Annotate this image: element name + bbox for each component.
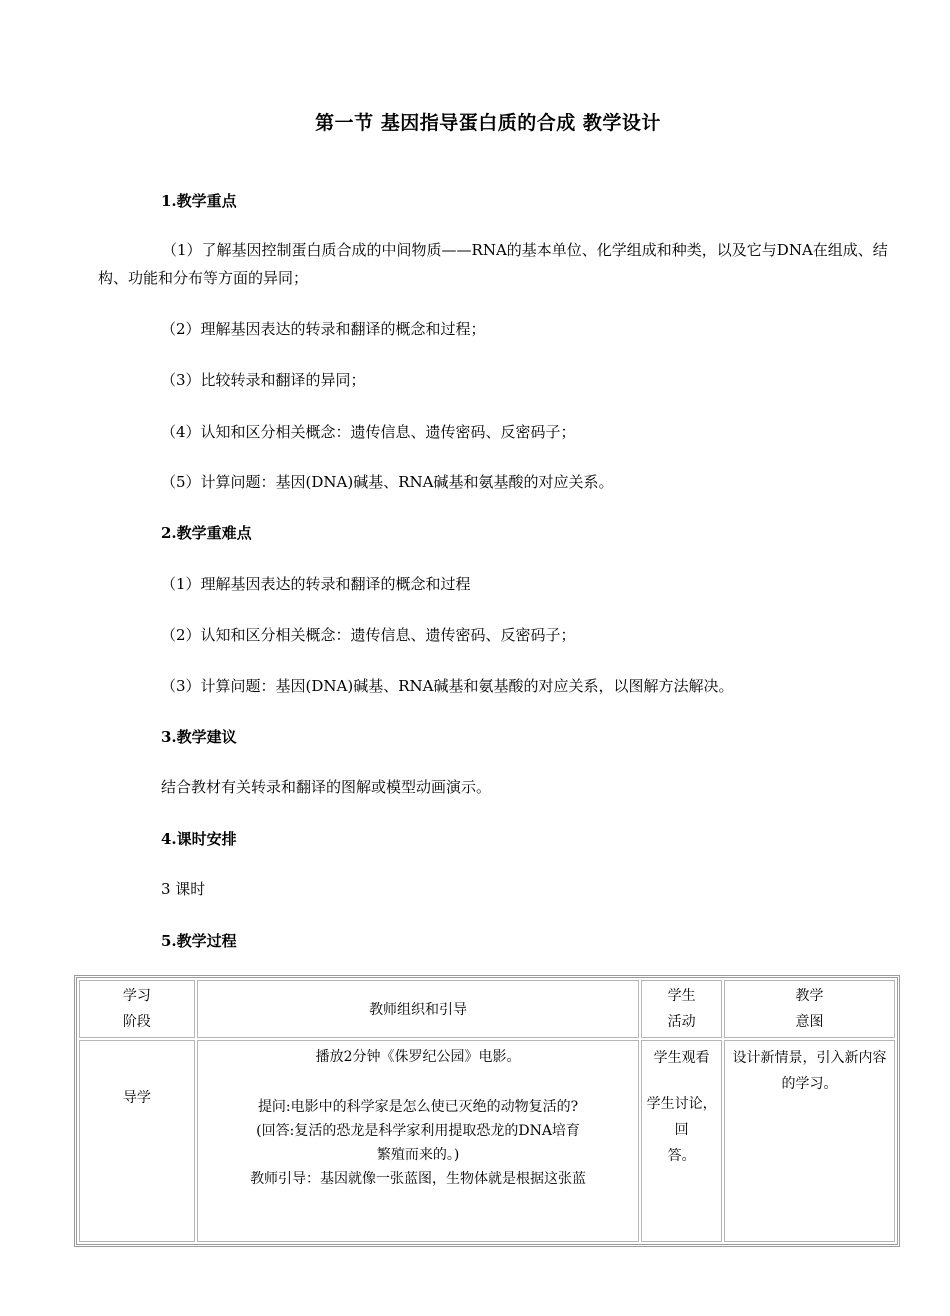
student-line-2: 学生讨论，回 xyxy=(646,1096,717,1138)
table-row xyxy=(79,1040,895,1242)
section-heading-process: 5.教学过程 xyxy=(161,932,237,950)
cell-stage xyxy=(79,1040,195,1242)
teacher-line-3: (回答:复活的恐龙是科学家利用提取恐龙的DNA培育 xyxy=(256,1123,580,1139)
section-heading-suggestions: 3.教学建议 xyxy=(161,728,237,746)
cell-student xyxy=(641,1040,721,1242)
teacher-line-5: 教师引导：基因就像一张蓝图，生物体就是根据这张蓝 xyxy=(250,1171,587,1187)
table-header-row xyxy=(79,980,895,1038)
page-title: 第一节 基因指导蛋白质的合成 教学设计 xyxy=(315,112,661,134)
teacher-line-1: 播放2分钟《侏罗纪公园》电影。 xyxy=(315,1049,521,1065)
student-line-3: 答。 xyxy=(667,1148,696,1164)
key-point-4: （4）认知和区分相关概念：遗传信息、遗传密码、反密码子； xyxy=(161,423,576,441)
header-intent-line-1: 教学 xyxy=(795,988,824,1004)
header-stage-line-2: 阶段 xyxy=(122,1014,151,1030)
header-student-line-2: 活动 xyxy=(667,1014,696,1030)
header-intent-line-2: 意图 xyxy=(795,1014,824,1030)
difficulty-3: （3）计算问题：基因(DNA)碱基、RNA碱基和氨基酸的对应关系，以图解方法解决。 xyxy=(161,677,734,695)
header-stage xyxy=(79,980,195,1038)
difficulty-1: （1）理解基因表达的转录和翻译的概念和过程 xyxy=(161,575,471,593)
student-line-1: 学生观看 xyxy=(653,1050,710,1066)
suggestion-text: 结合教材有关转录和翻译的图解或模型动画演示。 xyxy=(161,778,492,796)
intent-line-1: 设计新情景，引入新内容 xyxy=(732,1050,887,1066)
schedule-text: 3 课时 xyxy=(161,880,206,898)
header-teacher-label: 教师组织和引导 xyxy=(369,1002,468,1018)
cell-teacher xyxy=(197,1040,640,1242)
header-stage-line-1: 学习 xyxy=(122,988,151,1004)
section-heading-schedule: 4.课时安排 xyxy=(161,830,237,848)
section-heading-difficulties: 2.教学重难点 xyxy=(161,524,252,542)
key-point-2: （2）理解基因表达的转录和翻译的概念和过程； xyxy=(161,320,486,338)
cell-intent xyxy=(724,1040,895,1242)
teacher-line-2: 提问:电影中的科学家是怎么使已灭绝的动物复活的? xyxy=(257,1099,579,1115)
key-point-5: （5）计算问题：基因(DNA)碱基、RNA碱基和氨基酸的对应关系。 xyxy=(161,473,614,491)
section-heading-key-points: 1.教学重点 xyxy=(161,192,237,210)
teacher-line-4: 繁殖而来的。) xyxy=(376,1147,460,1163)
intent-line-2: 的学习。 xyxy=(781,1076,838,1092)
key-point-3: （3）比较转录和翻译的异同； xyxy=(161,371,366,389)
header-teacher xyxy=(197,980,640,1038)
header-student xyxy=(641,980,721,1038)
header-student-line-1: 学生 xyxy=(667,988,696,1004)
teaching-process-table xyxy=(74,975,900,1247)
stage-text: 导学 xyxy=(122,1090,151,1106)
difficulty-2: （2）认知和区分相关概念：遗传信息、遗传密码、反密码子； xyxy=(161,626,576,644)
key-point-1: （1）了解基因控制蛋白质合成的中间物质——RNA的基本单位、化学组成和种类，以及它与DNA在组成、结构、功能和分布等方面的异同； xyxy=(98,241,888,287)
header-intent xyxy=(724,980,895,1038)
